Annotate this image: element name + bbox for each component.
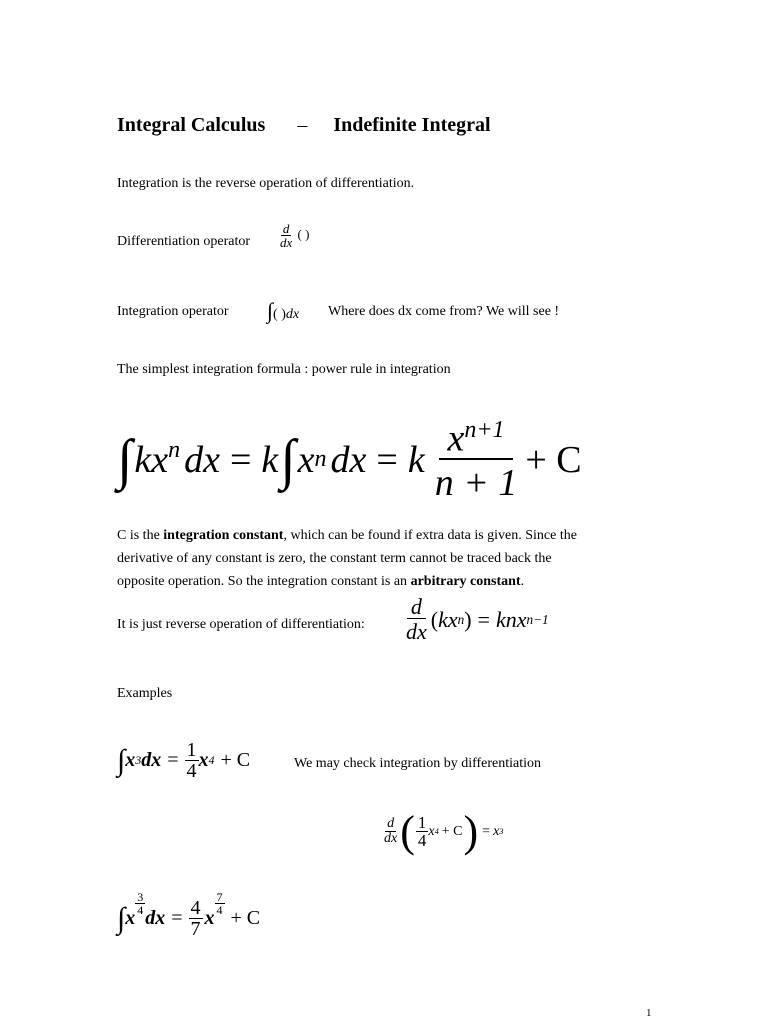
- check-plus-c: + C: [441, 823, 463, 839]
- reverse-n: n: [457, 611, 465, 627]
- diff-operator-num: d: [282, 221, 290, 236]
- power-rule-plus-c: + C: [525, 438, 582, 481]
- example-1-dx: dx: [141, 749, 162, 771]
- diff-operator-paren: ( ): [297, 226, 310, 242]
- diff-operator-symbol: [278, 222, 309, 249]
- power-rule-dx-1: dx: [184, 438, 220, 481]
- example-1-exp4: 4: [208, 753, 215, 767]
- title-right: Indefinite Integral: [333, 114, 491, 136]
- int-operator-label: Integration operator: [117, 304, 229, 319]
- example-2-exp: [135, 891, 145, 916]
- power-rule-n-1: n: [168, 437, 181, 464]
- example-1-den: 4: [186, 760, 197, 782]
- power-rule-k-1: k: [134, 438, 152, 481]
- example-1-x2: x: [198, 749, 209, 771]
- example-1-eq: =: [167, 749, 179, 771]
- power-rule-dx-2: dx: [330, 438, 367, 481]
- example-2-exp-num: 3: [137, 890, 144, 904]
- example-2-exp-den: 4: [137, 903, 144, 917]
- reverse-nm1: n−1: [526, 611, 549, 627]
- check-exp4: 4: [434, 827, 439, 836]
- reverse-eq: =: [477, 606, 490, 632]
- intro-text: Integration is the reverse operation of differentiation.: [117, 176, 415, 191]
- check-rx: x: [493, 823, 500, 839]
- reverse-paren-open: (: [430, 606, 439, 632]
- example-2-exp2-den: 4: [216, 903, 223, 917]
- example-2-exp2-num: 7: [216, 890, 223, 904]
- int-operator-paren: ( ): [273, 307, 286, 322]
- int-operator-dx: dx: [285, 307, 300, 322]
- example-2-dx: dx: [145, 907, 166, 929]
- title-dash: –: [297, 114, 308, 136]
- example-1-plus-c: + C: [220, 749, 251, 771]
- power-rule-eq-2: =: [376, 438, 398, 481]
- page-number: 1: [646, 1007, 652, 1019]
- title-left: Integral Calculus: [117, 114, 266, 136]
- page-title: [117, 114, 491, 137]
- example-1-formula: [117, 740, 250, 781]
- power-rule-x-1: x: [151, 438, 169, 481]
- example-2-x2: x: [204, 907, 215, 929]
- reverse-operation-label: It is just reverse operation of differentiation:: [117, 617, 365, 632]
- integration-constant-bold: integration constant: [163, 528, 284, 543]
- power-rule-numerator: [439, 418, 512, 460]
- reverse-d-dx: [404, 596, 429, 643]
- power-rule-x-2: x: [297, 438, 315, 481]
- power-rule-formula: [117, 418, 582, 502]
- check-lparen: (: [400, 807, 415, 856]
- example-2-fraction: [189, 898, 203, 939]
- check-x: x: [428, 823, 435, 839]
- power-rule-num-sup: n+1: [464, 417, 505, 443]
- power-rule-k-2: k: [261, 438, 279, 481]
- power-rule-num-x: x: [447, 417, 465, 460]
- diff-operator-den: dx: [280, 235, 293, 250]
- int-operator-symbol: [267, 298, 299, 324]
- power-rule-eq-1: =: [229, 438, 252, 481]
- arbitrary-constant-bold: arbitrary constant: [410, 574, 521, 589]
- reverse-knx: knx: [495, 606, 527, 632]
- constant-paragraph-line-3: [117, 570, 577, 593]
- example-1-num: 1: [186, 739, 197, 761]
- diff-operator-label: Differentiation operator: [117, 234, 251, 249]
- constant-p3: opposite operation. So the integration constant is an: [117, 574, 411, 589]
- check-eq: =: [482, 823, 491, 839]
- check-num: 1: [417, 813, 427, 832]
- power-rule-denominator: n + 1: [434, 461, 518, 504]
- constant-paragraph-line-1: [117, 524, 577, 547]
- constant-p2: , which can be found if extra data is given. Since the: [283, 528, 577, 543]
- example-1-x: x: [125, 749, 136, 771]
- check-d: d: [387, 816, 395, 831]
- check-by-differentiation-label: We may check integration by differentiation: [294, 756, 542, 771]
- constant-paragraph: [117, 524, 577, 593]
- power-rule-fraction: [433, 418, 520, 502]
- example-2-eq: =: [171, 907, 183, 929]
- reverse-kx: kx: [438, 606, 458, 632]
- check-dx: dx: [384, 831, 398, 846]
- power-rule-int-2: ∫: [280, 428, 296, 491]
- constant-p4: .: [520, 574, 525, 589]
- example-2-den: 7: [190, 918, 201, 940]
- example-1-int: ∫: [117, 743, 126, 777]
- check-formula: [382, 806, 503, 857]
- example-2-exp2: [215, 891, 225, 916]
- int-operator-note: Where does dx come from? We will see !: [328, 304, 560, 319]
- example-2-num: 4: [190, 897, 201, 919]
- power-rule-k-3: k: [407, 438, 425, 481]
- power-rule-int-1: ∫: [117, 428, 133, 491]
- simplest-formula-label: The simplest integration formula : power rule in integration: [117, 362, 451, 377]
- examples-label: Examples: [117, 686, 173, 701]
- check-exp3: 3: [499, 827, 504, 836]
- reverse-operation-formula: [404, 596, 549, 643]
- power-rule-n-2: n: [314, 446, 327, 473]
- example-1-exp3: 3: [135, 753, 142, 767]
- example-2-plus-c: + C: [230, 907, 261, 929]
- constant-p1: C is the: [117, 528, 164, 543]
- check-d-dx: [382, 817, 399, 846]
- example-2-x: x: [125, 907, 136, 929]
- reverse-dx: dx: [406, 619, 427, 644]
- int-operator-sign: ∫: [267, 298, 274, 323]
- reverse-paren-close: ): [464, 606, 472, 632]
- example-2-formula: [117, 890, 261, 940]
- check-rparen: ): [463, 807, 479, 856]
- check-den: 4: [417, 831, 427, 850]
- example-2-int: ∫: [117, 901, 126, 935]
- check-fraction: [416, 814, 429, 849]
- example-1-fraction: [185, 740, 199, 781]
- reverse-d: d: [407, 596, 426, 619]
- constant-paragraph-line-2: derivative of any constant is zero, the constant term cannot be traced back the: [117, 551, 552, 566]
